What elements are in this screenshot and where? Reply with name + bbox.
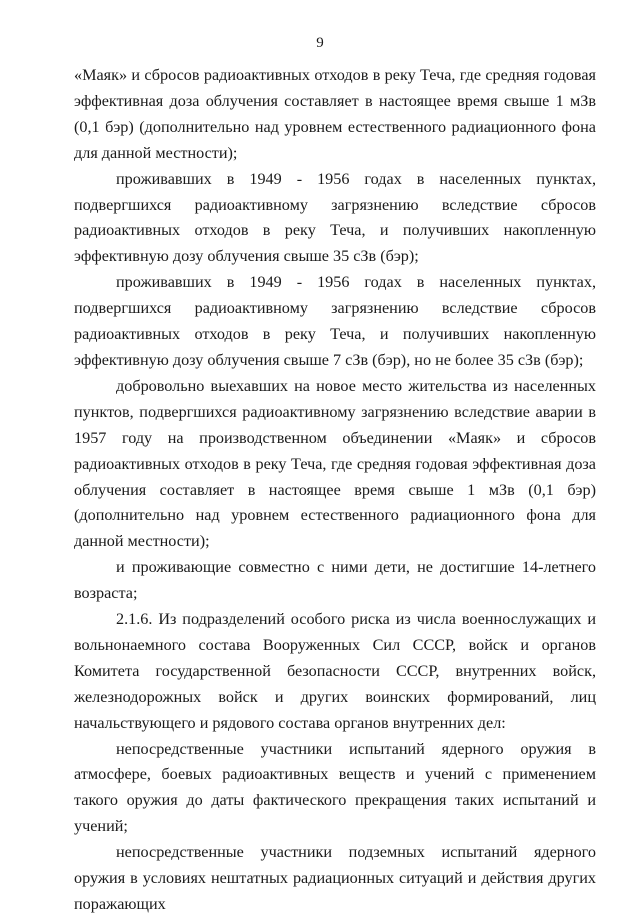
- paragraph-residents-7-to-35: проживавших в 1949 - 1956 годах в населенных пунктах, подвергшихся радиоактивному загрязнению вследствие сбросов радиоактивных отходов в реку Теча, и получивших накопленную эффективную дозу облучения свыше 7 сЗв (бэр), но не более 35 сЗв (бэр);: [74, 273, 596, 369]
- paragraph-underground-tests: непосредственные участники подземных испытаний ядерного оружия в условиях нештатных радиационных ситуаций и действия других поражающих: [74, 843, 596, 913]
- paragraph-residents-over-35: проживавших в 1949 - 1956 годах в населенных пунктах, подвергшихся радиоактивному загрязнению вследствие сбросов радиоактивных отходов в реку Теча, и получивших накопленную эффективную дозу облучения свыше 35 сЗв (бэр);: [74, 169, 596, 266]
- document-body: [74, 63, 596, 918]
- paragraph-voluntarily-relocated: добровольно выехавших на новое место жительства из населенных пунктов, подвергшихся радиоактивному загрязнению вследствие аварии в 1957 году на производственном объединении «Маяк» и сбросов радиоактивных отходов в реку Теча, где средняя годовая эффективная доза облучения составляет в настоящее время свыше 1 мЗв (0,1 бэр) (дополнительно над уровнем естественного радиационного фона для данной местности);: [74, 376, 596, 551]
- paragraph-children: и проживающие совместно с ними дети, не достигшие 14-летнего возраста;: [74, 558, 596, 603]
- paragraph-atmospheric-tests: непосредственные участники испытаний ядерного оружия в атмосфере, боевых радиоактивных веществ и учений с применением такого оружия до даты фактического прекращения таких испытаний и учений;: [74, 739, 596, 836]
- paragraph-continuation: «Маяк» и сбросов радиоактивных отходов в реку Теча, где средняя годовая эффективная доза облучения составляет в настоящее время свыше 1 мЗв (0,1 бэр) (дополнительно над уровнем естественного радиационного фона для данной местности);: [74, 66, 596, 162]
- paragraph-section-2-1-6: 2.1.6. Из подразделений особого риска из числа военнослужащих и вольнонаемного состава Вооруженных Сил СССР, войск и органов Комитета государственной безопасности СССР, внутренних войск, железнодорожных войск и других воинских формирований, лиц начальствующего и рядового состава органов внутренних дел:: [74, 610, 596, 732]
- page-number: 9: [316, 35, 324, 51]
